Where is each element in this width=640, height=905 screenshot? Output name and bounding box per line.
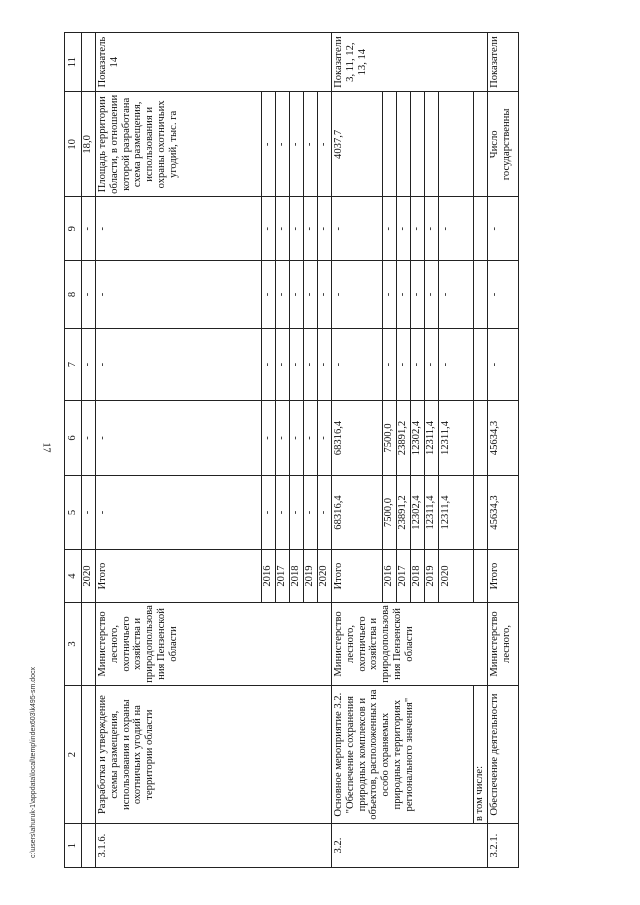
- value-cell: -: [289, 401, 303, 476]
- indicator-value: 18,0: [81, 92, 95, 197]
- activity-name: Основное мероприятие 3.2. "Обеспечение сохранения природных комплексов и объектов, расположенных на особо охраняемых природных территориях регионального значения": [331, 686, 473, 824]
- year-cell: 2020: [438, 550, 473, 603]
- year-cell: 2017: [275, 550, 289, 603]
- value-cell: 68316,4: [331, 401, 382, 476]
- value-cell: 45634,3: [487, 401, 518, 476]
- year-cell: 2017: [396, 550, 410, 603]
- value-cell: 12302,4: [410, 475, 424, 550]
- value-cell: 12311,4: [438, 475, 473, 550]
- col-header: 9: [65, 197, 82, 261]
- indicator-ref: [81, 33, 95, 92]
- value-cell: -: [261, 401, 275, 476]
- value-cell: 68316,4: [331, 475, 382, 550]
- value-cell: 23891,2: [396, 401, 410, 476]
- value-cell: -: [289, 475, 303, 550]
- value-cell: -: [410, 328, 424, 400]
- value-cell: -: [275, 401, 289, 476]
- value-cell: -: [81, 475, 95, 550]
- total-label: Итого: [331, 550, 382, 603]
- row-3-1-6-total: [95, 33, 261, 868]
- value-cell: -: [382, 197, 396, 261]
- col-header: 10: [65, 92, 82, 197]
- value-cell: -: [487, 197, 518, 261]
- value-cell: -: [331, 328, 382, 400]
- year-cell: 2018: [410, 550, 424, 603]
- value-cell: -: [396, 328, 410, 400]
- value-cell: [396, 92, 410, 197]
- including-label: в том числе:: [473, 686, 487, 824]
- value-cell: -: [95, 401, 261, 476]
- value-cell: -: [438, 261, 473, 329]
- column-numbers-row: [65, 33, 82, 868]
- value-cell: -: [317, 475, 331, 550]
- value-cell: -: [261, 261, 275, 329]
- value-cell: -: [331, 261, 382, 329]
- indicator-value: 4037,7: [331, 92, 382, 197]
- rotated-page: [64, 32, 606, 868]
- value-cell: -: [81, 328, 95, 400]
- value-cell: -: [317, 401, 331, 476]
- value-cell: -: [438, 328, 473, 400]
- value-cell: -: [289, 261, 303, 329]
- value-cell: -: [303, 401, 317, 476]
- col-header: 1: [65, 824, 82, 868]
- col-header: 5: [65, 475, 82, 550]
- total-label: Итого: [487, 550, 518, 603]
- col-header: 11: [65, 33, 82, 92]
- value-cell: -: [424, 328, 438, 400]
- executor: Министерство лесного, охотничьего хозяйства и природопользования Пензенской области: [95, 602, 331, 685]
- value-cell: -: [289, 197, 303, 261]
- row-3-2-total: [331, 33, 382, 868]
- value-cell: -: [487, 328, 518, 400]
- value-cell: -: [317, 261, 331, 329]
- value-cell: -: [289, 92, 303, 197]
- value-cell: -: [410, 261, 424, 329]
- col-header: 4: [65, 550, 82, 603]
- including-row: [473, 33, 487, 868]
- indicator-ref: Показатели: [487, 33, 518, 92]
- value-cell: -: [317, 92, 331, 197]
- col-header: 3: [65, 602, 82, 685]
- value-cell: -: [95, 328, 261, 400]
- value-cell: 12311,4: [424, 401, 438, 476]
- value-cell: -: [331, 197, 382, 261]
- value-cell: 12302,4: [410, 401, 424, 476]
- indicator-name: Число государственны: [487, 92, 518, 197]
- value-cell: 7500,0: [382, 401, 396, 476]
- value-cell: -: [303, 261, 317, 329]
- activity-name: Разработка и утверждение схемы размещения, использования и охраны охотничьих угодий на территории области: [95, 686, 331, 824]
- col-header: 2: [65, 686, 82, 824]
- row-number: 3.1.6.: [95, 824, 331, 868]
- row-number: 3.2.1.: [487, 824, 518, 868]
- value-cell: -: [396, 197, 410, 261]
- value-cell: -: [410, 197, 424, 261]
- year-cell: 2020: [317, 550, 331, 603]
- file-path-footer: c:\users\ahuruk-1\appdata\local\temp\index603\k495-sm.docx: [30, 666, 37, 858]
- value-cell: -: [95, 261, 261, 329]
- program-table: [64, 32, 519, 868]
- value-cell: -: [275, 261, 289, 329]
- value-cell: 45634,3: [487, 475, 518, 550]
- value-cell: -: [261, 475, 275, 550]
- year-cell: 2019: [424, 550, 438, 603]
- value-cell: -: [303, 92, 317, 197]
- value-cell: -: [424, 197, 438, 261]
- row-3-2-1-total: [487, 33, 518, 868]
- value-cell: -: [275, 197, 289, 261]
- row-number: 3.2.: [331, 824, 487, 868]
- value-cell: -: [289, 328, 303, 400]
- value-cell: -: [261, 92, 275, 197]
- activity-name: Обеспечение деятельности: [487, 686, 518, 824]
- value-cell: [438, 92, 473, 197]
- indicator-ref: Показатель 14: [95, 33, 331, 92]
- page-number: 17: [40, 442, 52, 453]
- value-cell: -: [382, 328, 396, 400]
- value-cell: -: [396, 261, 410, 329]
- indicator-ref: Показатели 3, 11, 12, 13, 14: [331, 33, 487, 92]
- value-cell: -: [275, 475, 289, 550]
- value-cell: -: [81, 197, 95, 261]
- value-cell: -: [317, 197, 331, 261]
- value-cell: 12311,4: [424, 475, 438, 550]
- value-cell: 23891,2: [396, 475, 410, 550]
- year-cell: 2019: [303, 550, 317, 603]
- value-cell: -: [303, 475, 317, 550]
- value-cell: [424, 92, 438, 197]
- value-cell: [382, 92, 396, 197]
- executor: Министерство лесного, охотничьего хозяйства и природопользования Пензенской области: [331, 602, 487, 685]
- value-cell: -: [261, 328, 275, 400]
- col-header: 8: [65, 261, 82, 329]
- value-cell: -: [275, 92, 289, 197]
- value-cell: -: [303, 197, 317, 261]
- value-cell: -: [81, 401, 95, 476]
- year-cell: 2016: [382, 550, 396, 603]
- year-cell: 2018: [289, 550, 303, 603]
- continued-row: [81, 33, 95, 868]
- year-cell: 2016: [261, 550, 275, 603]
- value-cell: -: [81, 261, 95, 329]
- value-cell: -: [317, 328, 331, 400]
- value-cell: -: [261, 197, 275, 261]
- value-cell: -: [438, 197, 473, 261]
- value-cell: -: [95, 197, 261, 261]
- value-cell: -: [303, 328, 317, 400]
- value-cell: -: [424, 261, 438, 329]
- value-cell: 12311,4: [438, 401, 473, 476]
- value-cell: 7500,0: [382, 475, 396, 550]
- indicator-name: Площадь территории области, в отношении которой разработана схема размещения, использования и охраны охотничьих угодий, тыс. га: [95, 92, 261, 197]
- value-cell: -: [95, 475, 261, 550]
- value-cell: -: [487, 261, 518, 329]
- value-cell: [410, 92, 424, 197]
- value-cell: -: [275, 328, 289, 400]
- executor: Министерство лесного,: [487, 602, 518, 685]
- value-cell: -: [382, 261, 396, 329]
- col-header: 7: [65, 328, 82, 400]
- col-header: 6: [65, 401, 82, 476]
- year-cell: 2020: [81, 550, 95, 603]
- total-label: Итого: [95, 550, 261, 603]
